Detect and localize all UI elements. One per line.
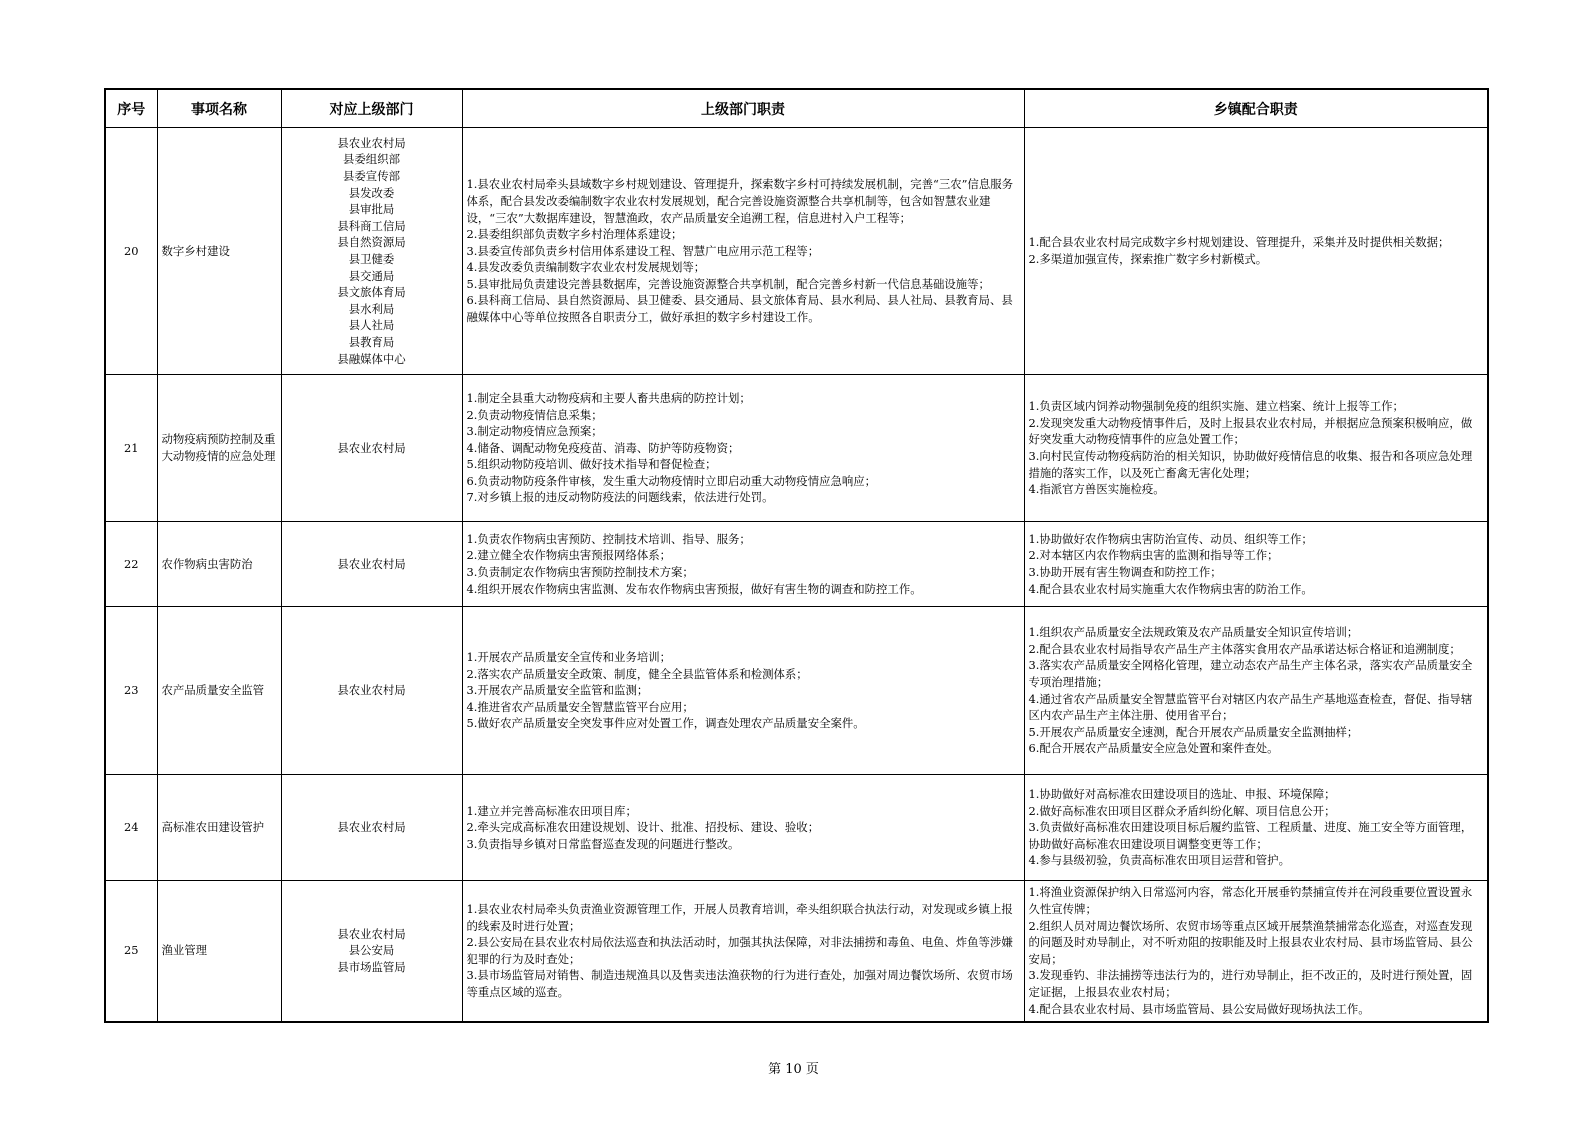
duty-item: 6.负责动物防疫条件审核，发生重大动物疫情时立即启动重大动物疫情应急响应； [466, 473, 877, 488]
duty-item: 3.负责指导乡镇对日常监督巡查发现的问题进行整改。 [466, 836, 740, 851]
row-upper-depts [281, 522, 462, 607]
duty-item: 4.储备、调配动物免疫疫苗、消毒、防护等防疫物资； [466, 440, 740, 455]
duty-item: 6.配合开展农产品质量安全应急处置和案件查处。 [1028, 741, 1279, 756]
duty-item: 2.发现突发重大动物疫情事件后，及时上报县农业农村局，并根据应急预案积极响应，做好突发重大动物疫情事件的应急处置工作； [1028, 415, 1473, 447]
dept-name: 县农业农村局 [337, 926, 406, 941]
duty-item: 2.组织人员对周边餐饮场所、农贸市场等重点区域开展禁渔禁捕常态化巡查，对巡查发现的问题及时劝导制止，对不听劝阻的按职能及时上报县农业农村局、县市场监管局、县公安局； [1028, 918, 1473, 966]
duty-item: 7.对乡镇上报的违反动物防疫法的问题线索，依法进行处罚。 [466, 490, 774, 505]
duty-item: 2.负责动物疫情信息采集； [466, 407, 603, 422]
row-index: 20 [105, 128, 157, 375]
duty-item: 5.做好农产品质量安全突发事件应对处置工作，调查处理农产品质量安全案件。 [466, 716, 865, 731]
duty-item: 4.通过省农产品质量安全智慧监管平台对辖区内农产品生产基地巡查检查，督促、指导辖区内农产品生产主体注册、使用省平台； [1028, 691, 1473, 723]
dept-name: 县农业农村局 [337, 135, 406, 150]
row-upper-depts [281, 128, 462, 375]
dept-name: 县农业农村局 [337, 556, 406, 571]
duty-item: 2.多渠道加强宣传，探索推广数字乡村新模式。 [1028, 252, 1268, 266]
duty-item: 3.落实农产品质量安全网格化管理，建立动态农产品生产主体名录，落实农产品质量安全专项治理措施； [1028, 658, 1473, 689]
duty-item: 5.县审批局负责建设完善县数据库，完善设施资源整合共享机制，配合完善乡村新一代信息基础设施等； [466, 276, 990, 291]
duty-item: 1.协助做好对高标准农田建设项目的选址、申报、环境保障； [1028, 787, 1336, 802]
row-town-duties [1024, 522, 1488, 607]
dept-name: 县水利局 [348, 301, 395, 316]
row-upper-depts [281, 375, 462, 522]
table-row [105, 775, 1488, 881]
row-upper-depts [281, 607, 462, 775]
duty-item: 2.县公安局在县农业农村局依法巡查和执法活动时，加强其执法保障，对非法捕捞和毒鱼、电鱼、炸鱼等涉嫌犯罪的行为及时查处； [466, 935, 1013, 966]
duty-item: 4.参与县级初验，负责高标准农田项目运营和管护。 [1028, 853, 1290, 868]
page-number: 第 10 页 [768, 1062, 819, 1077]
dept-name: 县发改委 [348, 185, 395, 200]
row-index: 21 [105, 375, 157, 522]
duty-item: 1.配合县农业农村局完成数字乡村规划建设、管理提升，采集并及时提供相关数据； [1028, 235, 1450, 250]
duty-item: 4.指派官方兽医实施检疫。 [1028, 482, 1165, 497]
table-row [105, 522, 1488, 607]
duty-item: 1.制定全县重大动物疫病和主要人畜共患病的防控计划； [466, 390, 751, 405]
duty-item: 3.县市场监管局对销售、制造违规渔具以及售卖违法渔获物的行为进行查处，加强对周边餐饮场所、农贸市场等重点区域的巡查。 [466, 968, 1013, 999]
duty-item: 2.配合县农业农村局指导农产品生产主体落实食用农产品承诺达标合格证和追溯制度； [1028, 641, 1461, 656]
duty-item: 1.县农业农村局牵头负责渔业资源管理工作，开展人员教育培训，牵头组织联合执法行动，对发现或乡镇上报的线索及时进行处置； [466, 901, 1013, 933]
dept-name: 县委组织部 [343, 152, 400, 167]
duty-item: 4.组织开展农作物病虫害监测、发布农作物病虫害预报，做好有害生物的调查和防控工作。 [466, 581, 922, 596]
duty-item: 1.组织农产品质量安全法规政策及农产品质量安全知识宣传培训； [1028, 625, 1359, 640]
duty-item: 3.制定动物疫情应急预案； [466, 424, 603, 439]
row-town-duties [1024, 128, 1488, 375]
header-town-duty: 乡镇配合职责 [1024, 89, 1488, 128]
table-row [105, 128, 1488, 375]
duty-item: 4.推进省农产品质量安全智慧监管平台应用； [466, 699, 694, 714]
duty-item: 3.发现垂钓、非法捕捞等违法行为的，进行劝导制止，拒不改正的，及时进行预处置，固定证据，上报县农业农村局； [1028, 968, 1473, 999]
duty-item: 1.负责农作物病虫害预防、控制技术培训、指导、服务； [466, 531, 751, 546]
duty-item: 2.对本辖区内农作物病虫害的监测和指导等工作； [1028, 548, 1279, 563]
dept-name: 县人社局 [348, 318, 395, 333]
header-index: 序号 [105, 89, 157, 128]
duty-item: 3.开展农产品质量安全监管和监测； [466, 683, 649, 698]
duty-table [104, 88, 1489, 1023]
row-item-name: 动物疫病预防控制及重大动物疫情的应急处理 [157, 375, 281, 522]
dept-name: 县自然资源局 [337, 235, 406, 250]
duty-item: 2.牵头完成高标准农田建设规划、设计、批准、招投标、建设、验收； [466, 820, 820, 835]
duty-item: 4.配合县农业农村局实施重大农作物病虫害的防治工作。 [1028, 581, 1313, 596]
duty-item: 4.配合县农业农村局、县市场监管局、县公安局做好现场执法工作。 [1028, 1001, 1370, 1016]
row-upper-duties [462, 375, 1024, 522]
row-upper-duties [462, 522, 1024, 607]
dept-name: 县融媒体中心 [337, 351, 406, 366]
row-item-name: 农作物病虫害防治 [157, 522, 281, 607]
duty-item: 2.做好高标准农田项目区群众矛盾纠纷化解、项目信息公开； [1028, 803, 1336, 818]
row-upper-duties [462, 881, 1024, 1022]
dept-name: 县文旅体育局 [337, 285, 406, 300]
dept-name: 县农业农村局 [337, 683, 406, 698]
duty-item: 3.协助开展有害生物调查和防控工作； [1028, 565, 1222, 579]
duty-item: 6.县科商工信局、县自然资源局、县卫健委、县交通局、县文旅体育局、县水利局、县人社局、县教育局、县融媒体中心等单位按照各自职责分工，做好承担的数字乡村建设工作。 [466, 293, 1013, 325]
duty-item: 3.负责制定农作物病虫害预防控制技术方案； [466, 565, 694, 579]
duty-item: 2.县委组织部负责数字乡村治理体系建设； [466, 227, 683, 242]
duty-item: 3.负责做好高标准农田建设项目标后履约监管、工程质量、进度、施工安全等方面管理，协助做好高标准农田建设项目调整变更等工作； [1028, 820, 1473, 851]
row-upper-duties [462, 607, 1024, 775]
row-town-duties [1024, 375, 1488, 522]
dept-name: 县农业农村局 [337, 820, 406, 835]
dept-name: 县农业农村局 [337, 440, 406, 455]
duty-item: 1.负责区域内饲养动物强制免疫的组织实施、建立档案、统计上报等工作； [1028, 399, 1404, 414]
table-row [105, 881, 1488, 1022]
duty-item: 2.建立健全农作物病虫害预报网络体系； [466, 548, 672, 563]
row-index: 22 [105, 522, 157, 607]
row-item-name: 渔业管理 [157, 881, 281, 1022]
row-upper-depts [281, 881, 462, 1022]
header-upper-dept: 对应上级部门 [281, 89, 462, 128]
header-item-name: 事项名称 [157, 89, 281, 128]
row-item-name: 高标准农田建设管护 [157, 775, 281, 881]
dept-name: 县审批局 [348, 202, 395, 217]
dept-name: 县公安局 [348, 943, 395, 958]
dept-name: 县市场监管局 [337, 960, 406, 975]
table-header-row [105, 89, 1488, 128]
dept-name: 县卫健委 [348, 252, 395, 266]
duty-item: 1.开展农产品质量安全宣传和业务培训； [466, 650, 672, 665]
row-town-duties [1024, 775, 1488, 881]
duty-item: 5.组织动物防疫培训、做好技术指导和督促检查； [466, 457, 717, 472]
duty-item: 1.建立并完善高标准农田项目库； [466, 803, 637, 818]
duty-item: 2.落实农产品质量安全政策、制度，健全全县监管体系和检测体系； [466, 666, 808, 681]
row-index: 23 [105, 607, 157, 775]
table-row [105, 375, 1488, 522]
row-item-name: 数字乡村建设 [157, 128, 281, 375]
row-upper-duties [462, 775, 1024, 881]
row-upper-duties [462, 128, 1024, 375]
row-index: 24 [105, 775, 157, 881]
duty-item: 1.协助做好农作物病虫害防治宣传、动员、组织等工作； [1028, 531, 1313, 546]
duty-item: 3.县委宣传部负责乡村信用体系建设工程、智慧广电应用示范工程等； [466, 243, 820, 258]
row-index: 25 [105, 881, 157, 1022]
row-town-duties [1024, 881, 1488, 1022]
duty-item: 3.向村民宣传动物疫病防治的相关知识，协助做好疫情信息的收集、报告和各项应急处理措施的落实工作，以及死亡畜禽无害化处理； [1028, 449, 1473, 480]
duty-item: 1.将渔业资源保护纳入日常巡河内容，常态化开展垂钓禁捕宣传并在河段重要位置设置永久性宣传牌； [1028, 885, 1473, 916]
duty-item: 1.县农业农村局牵头县域数字乡村规划建设、管理提升，探索数字乡村可持续发展机制，完善“三农”信息服务体系，配合县发改委编制数字农业农村发展规划，配合完善设施资源整合共享机制等，包含如智慧农业建设，“三农”大数据库建设，智慧渔政，农产品质量安全追溯工程，信息进村入户工程等； [466, 177, 1013, 225]
dept-name: 县科商工信局 [337, 218, 406, 233]
duty-item: 5.开展农产品质量安全速测，配合开展农产品质量安全监测抽样； [1028, 724, 1359, 739]
dept-name: 县教育局 [348, 334, 395, 349]
row-upper-depts [281, 775, 462, 881]
row-town-duties [1024, 607, 1488, 775]
duty-item: 4.县发改委负责编制数字农业农村发展规划等； [466, 260, 706, 275]
dept-name: 县委宣传部 [343, 169, 400, 184]
table-row [105, 607, 1488, 775]
header-upper-duty: 上级部门职责 [462, 89, 1024, 128]
row-item-name: 农产品质量安全监管 [157, 607, 281, 775]
dept-name: 县交通局 [348, 268, 395, 283]
